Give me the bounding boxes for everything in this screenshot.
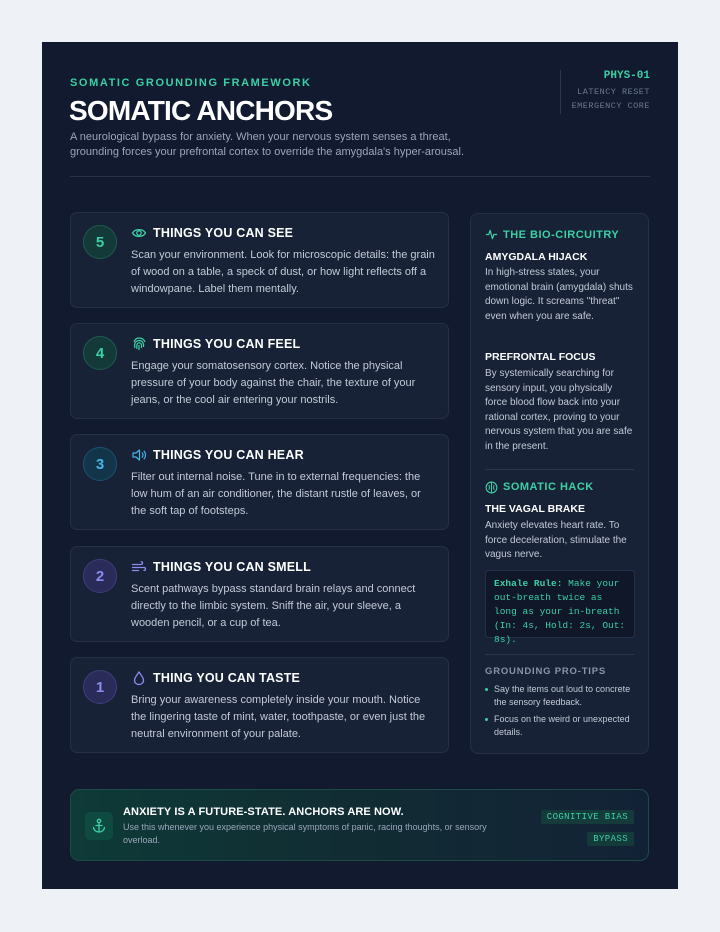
card-body: Engage your somatosensory cortex. Notice the physical pressure of your body against the chair, the texture of your jeans, or the cool air entering your nostrils. bbox=[131, 360, 416, 406]
amygdala-text: In high-stress states, your emotional brain (amygdala) shuts down logic. It screams "threat" even when you are safe. bbox=[485, 267, 633, 322]
card-body: Scan your environment. Look for microscopic details: the grain of wood on a table, a speck of dust, or how light reflects off a windowpane. Label them mentally. bbox=[131, 249, 435, 295]
bullet-icon bbox=[485, 688, 488, 691]
card-number: 4 bbox=[83, 336, 117, 370]
protocol-id: PHYS-01 bbox=[603, 70, 650, 82]
exhale-rule-code bbox=[485, 570, 635, 645]
vagal-title: THE VAGAL BRAKE bbox=[485, 503, 585, 515]
card-title: THINGS YOU CAN SMELL bbox=[153, 560, 311, 574]
protocol-line-1: LATENCY RESET bbox=[577, 87, 650, 97]
protocol-line-2: EMERGENCY CORE bbox=[571, 101, 650, 111]
wind-icon bbox=[131, 559, 147, 575]
brain-icon bbox=[485, 481, 498, 494]
tip-text: Focus on the weird or unexpected details. bbox=[494, 714, 630, 737]
card-number: 2 bbox=[83, 559, 117, 593]
sense-card-taste bbox=[70, 657, 449, 753]
sense-card-smell bbox=[70, 546, 449, 642]
card-title: THINGS YOU CAN FEEL bbox=[153, 337, 301, 351]
card-title: THINGS YOU CAN SEE bbox=[153, 226, 294, 240]
cognitive-bias-tag: COGNITIVE BIAS bbox=[541, 810, 634, 824]
sense-card-hear bbox=[70, 434, 449, 530]
card-body: Bring your awareness completely inside your mouth. Notice the lingering taste of mint, water, toothpaste, or even just the neutral environment of your palate. bbox=[131, 694, 426, 740]
footer-text: Use this whenever you experience physical symptoms of panic, racing thoughts, or sensory overload. bbox=[123, 822, 487, 845]
eye-icon bbox=[131, 225, 147, 241]
tips-heading: GROUNDING PRO-TIPS bbox=[485, 666, 607, 677]
page-container bbox=[42, 42, 678, 889]
panel-divider bbox=[485, 654, 634, 655]
tip-item bbox=[485, 713, 637, 739]
anchors-footer bbox=[70, 789, 649, 861]
fingerprint-icon bbox=[131, 336, 147, 352]
card-title: THINGS YOU CAN HEAR bbox=[153, 448, 304, 462]
card-body: Filter out internal noise. Tune in to external frequencies: the low hum of an air conditioner, the distant rustle of leaves, or the soft tap of footsteps. bbox=[131, 471, 421, 517]
footer-title: ANXIETY IS A FUTURE-STATE. ANCHORS ARE NOW. bbox=[123, 806, 404, 818]
code-label: Exhale Rule: bbox=[494, 578, 563, 589]
sense-card-see bbox=[70, 212, 449, 308]
protocol-tag bbox=[560, 70, 650, 114]
amygdala-title: AMYGDALA HIJACK bbox=[485, 251, 588, 263]
card-title: THING YOU CAN TASTE bbox=[153, 671, 301, 685]
card-number: 5 bbox=[83, 225, 117, 259]
tip-text: Say the items out loud to concrete the sensory feedback. bbox=[494, 684, 631, 707]
panel-divider bbox=[485, 469, 634, 470]
vagal-text: Anxiety elevates heart rate. To force deceleration, stimulate the vagus nerve. bbox=[485, 520, 627, 560]
anchor-badge bbox=[85, 812, 113, 840]
bullet-icon bbox=[485, 718, 488, 721]
panel-heading: THE BIO-CIRCUITRY bbox=[503, 229, 620, 241]
header-divider bbox=[70, 176, 650, 177]
card-body: Scent pathways bypass standard brain relays and connect directly to the limbic system. Sniff the air, your sleeve, a wooden pencil, or a cup of tea. bbox=[131, 583, 416, 629]
code-text: Make your out-breath twice as long as your in-breath (In: 4s, Hold: 2s, Out: 8s). bbox=[494, 578, 626, 645]
bypass-tag: BYPASS bbox=[587, 832, 634, 846]
pulse-icon bbox=[485, 228, 498, 241]
prefrontal-title: PREFRONTAL FOCUS bbox=[485, 351, 596, 363]
prefrontal-text: By systemically searching for sensory input, you physically force blood flow back into your rational cortex, proving to your nervous system that you are safe in the present. bbox=[485, 368, 633, 452]
card-number: 1 bbox=[83, 670, 117, 704]
anchor-icon bbox=[91, 818, 107, 834]
droplet-icon bbox=[131, 670, 147, 686]
sense-card-feel bbox=[70, 323, 449, 419]
framework-eyebrow: SOMATIC GROUNDING FRAMEWORK bbox=[70, 77, 312, 89]
card-number: 3 bbox=[83, 447, 117, 481]
speaker-icon bbox=[131, 447, 147, 463]
page-subtitle: A neurological bypass for anxiety. When your nervous system senses a threat, grounding forces your prefrontal cortex to override the amygdala's hyper-arousal. bbox=[70, 131, 465, 158]
page-title: SOMATIC ANCHORS bbox=[69, 95, 333, 126]
hack-heading: SOMATIC HACK bbox=[503, 481, 594, 493]
tip-item bbox=[485, 683, 637, 709]
bio-circuitry-panel bbox=[470, 213, 649, 754]
